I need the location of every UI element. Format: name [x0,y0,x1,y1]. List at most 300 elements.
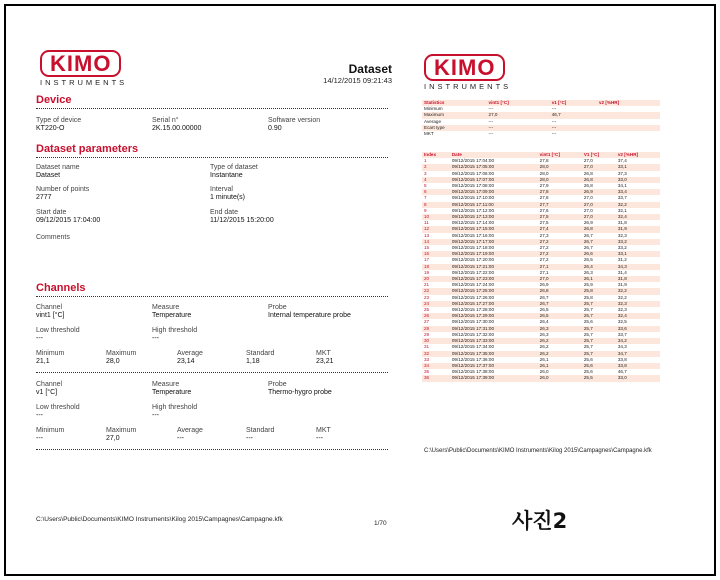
start-date-label: Start date [36,209,67,216]
meas-cell: 26,6 [582,251,616,257]
stats-cell: --- [488,131,494,137]
ch1-average-value: 23,14 [177,358,195,365]
meas-cell: 18 [422,264,450,270]
stats-cell: Maximum [422,112,487,118]
meas-cell: 31,8 [617,220,627,226]
meas-cell: 28,0 [538,177,582,183]
meas-cell: 26,8 [538,288,582,294]
meas-cell: 9 [424,207,427,213]
meas-cell: 09/12/2015 17:32:00 [451,331,494,337]
ch2-standard-value: --- [246,435,253,442]
meas-cell: 26,2 [539,344,549,350]
meas-cell: 30 [422,338,450,344]
meas-cell: 25,6 [583,356,593,362]
stats-cell: MKT [424,131,434,137]
meas-cell: 09/12/2015 17:30:00 [451,319,494,325]
ch2-high-threshold-label: High threshold [152,404,198,411]
stats-cell: Ecart type [422,125,487,131]
meas-cell: 34,7 [616,351,660,357]
ch2-average-label: Average [177,427,203,434]
meas-cell: 25,7 [583,331,593,337]
meas-cell: 33,8 [617,356,627,362]
meas-cell: 32,4 [616,214,660,220]
statistics-table [422,100,660,137]
meas-cell: 46,7 [617,369,627,375]
ch1-maximum-value: 28,0 [106,358,120,365]
meas-cell: 09/12/2015 17:21:00 [450,264,538,270]
meas-cell: 09/12/2015 17:25:00 [450,288,538,294]
meas-cell: 27,3 [539,232,549,238]
meas-cell: 36 [422,375,450,381]
divider [36,157,388,158]
meas-cell: 32 [422,351,450,357]
meas-cell: 25,5 [582,375,616,381]
meas-cell: 31,8 [616,276,660,282]
device-section-title: Device [36,94,72,106]
meas-cell: 25,7 [583,307,593,313]
meas-cell: 25,7 [582,313,616,319]
meas-cell: 3 [424,170,427,176]
meas-cell: 09/12/2015 17:36:00 [451,356,494,362]
meas-cell: 09/12/2015 17:05:00 [450,164,538,170]
meas-cell: 33,6 [616,326,660,332]
table-row [422,131,660,137]
meas-cell: 27,0 [583,195,593,201]
table-row [422,164,660,170]
meas-cell: 26,2 [538,351,582,357]
meas-cell: 26,8 [582,226,616,232]
meas-cell: 26,7 [583,245,593,251]
meas-cell: 26,9 [582,189,616,195]
photo-caption: 사진2 [512,509,568,533]
interval-label: Interval [210,186,233,193]
meas-cell: 09/12/2015 17:20:00 [451,257,494,263]
ch1-minimum-value: 21,1 [36,358,50,365]
meas-cell: 33 [424,356,430,362]
table-row [422,233,660,239]
meas-cell: 32,2 [616,288,660,294]
meas-cell: 14 [422,239,450,245]
dataset-title: Dataset [348,62,392,76]
meas-cell: 27,2 [539,257,549,263]
meas-cell: 4 [422,177,450,183]
table-row [422,357,660,363]
meas-cell: 12 [422,226,450,232]
meas-cell: 15 [424,245,430,251]
meas-cell: 26,5 [539,307,549,313]
stats-cell [597,131,660,137]
stats-header-cell: vint1 [°C] [487,100,550,106]
meas-cell: 26,4 [582,264,616,270]
ch2-low-threshold-label: Low threshold [36,404,80,411]
table-row [422,195,660,201]
ch2-probe-label: Probe [268,381,287,388]
meas-cell: 17 [424,257,430,263]
meas-cell: 26,4 [539,319,549,325]
divider [36,108,388,109]
meas-cell: 26,3 [583,269,593,275]
ch2-probe-value: Thermo-hygro probe [268,389,332,396]
meas-cell: 09/12/2015 17:14:00 [451,220,494,226]
meas-cell: 09/12/2015 17:10:00 [451,195,494,201]
type-of-device-value: KT220-O [36,125,65,132]
stats-cell: Minimum [424,106,443,112]
ch1-measure-value: Temperature [152,312,192,319]
meas-cell: 09/12/2015 17:24:00 [451,282,494,288]
end-date-value: 11/12/2015 15:20:00 [210,217,274,224]
divider [36,296,388,297]
meas-cell: 32,2 [616,202,660,208]
ch2-mkt-label: MKT [316,427,331,434]
meas-cell: 09/12/2015 17:28:00 [451,307,494,313]
number-of-points-value: 2777 [36,194,52,201]
channels-section-title: Channels [36,282,86,294]
ch1-standard-value: 1,18 [246,358,260,365]
meas-cell: 26,2 [538,338,582,344]
meas-cell: 2 [422,164,450,170]
meas-cell: 09/12/2015 17:33:00 [450,338,538,344]
ch2-measure-label: Measure [152,381,180,388]
meas-cell: 33,8 [616,363,660,369]
meas-cell: 31,9 [617,282,627,288]
meas-cell: 32,3 [617,232,627,238]
meas-cell: 26,9 [539,282,549,288]
meas-cell: 21 [424,282,430,288]
meas-cell: 09/12/2015 17:37:00 [450,363,538,369]
meas-cell: 09/12/2015 17:16:00 [451,232,494,238]
dataset-date: 14/12/2015 09:21:43 [323,76,392,85]
meas-cell: 26,3 [539,331,549,337]
meas-cell: 25,7 [582,351,616,357]
meas-cell: 26 [422,313,450,319]
ch1-standard-label: Standard [246,350,275,357]
ch1-channel-value: vint1 [°C] [36,312,65,319]
meas-cell: 26,8 [582,177,616,183]
end-date-label: End date [210,209,239,216]
meas-cell: 26,5 [538,313,582,319]
meas-cell: 31,2 [617,257,627,263]
meas-cell: 27,2 [538,239,582,245]
meas-cell: 28,0 [538,164,582,170]
meas-cell: 26,9 [583,220,593,226]
meas-header-cell: Index [422,152,450,158]
ch1-probe-value: Internal temperature probe [268,312,351,319]
meas-cell: 27,2 [538,251,582,257]
meas-cell: 09/12/2015 17:23:00 [450,276,538,282]
stats-cell: --- [488,118,494,124]
ch2-mkt-value: --- [316,435,323,442]
ch2-measure-value: Temperature [152,389,192,396]
software-version-label: Software version [268,117,321,124]
table-row [422,288,660,294]
meas-cell: 25,7 [583,344,593,350]
meas-cell: 34,1 [617,183,627,189]
meas-cell: 25,7 [582,326,616,332]
meas-cell: 09/12/2015 17:08:00 [451,183,494,189]
meas-cell: 27,0 [582,202,616,208]
meas-cell: 09/12/2015 17:29:00 [450,313,538,319]
meas-cell: 25,7 [582,301,616,307]
type-of-dataset-value: Instantane [210,172,243,179]
ch2-maximum-label: Maximum [106,427,137,434]
dataset-parameters-section-title: Dataset parameters [36,143,139,155]
report-page-2 [420,50,710,470]
meas-cell: 09/12/2015 17:13:00 [450,214,538,220]
meas-cell: 09/12/2015 17:12:00 [451,207,494,213]
meas-cell: 16 [422,251,450,257]
meas-cell: 26,3 [538,326,582,332]
meas-cell: 34,2 [616,338,660,344]
meas-cell: 27,6 [539,207,549,213]
meas-cell: 09/12/2015 17:26:00 [451,294,494,300]
meas-cell: 27,2 [539,245,549,251]
meas-cell: 09/12/2015 17:06:00 [451,170,494,176]
meas-cell: 32,1 [617,207,627,213]
meas-cell: 27,5 [539,220,549,226]
ch1-low-threshold-value: --- [36,335,43,342]
stats-cell: 46,7 [550,112,597,118]
meas-cell: 27,0 [583,158,593,164]
meas-header-cell: v2 [%HR] [616,152,660,158]
meas-cell: 33,1 [616,164,660,170]
stats-cell: --- [551,131,557,137]
meas-cell: 27,0 [538,276,582,282]
meas-cell: 31 [424,344,430,350]
meas-cell: 25,9 [583,282,593,288]
stats-cell: --- [488,106,494,112]
meas-cell: 5 [424,183,427,189]
meas-cell: 26,8 [583,170,593,176]
meas-cell: 25,6 [582,363,616,369]
meas-cell: 09/12/2015 17:35:00 [450,351,538,357]
ch2-maximum-value: 27,0 [106,435,120,442]
table-row [422,344,660,350]
meas-cell: 26,1 [539,356,549,362]
table-row [422,326,660,332]
serial-label: Serial n° [152,117,179,124]
table-row [422,226,660,232]
kimo-logo: KIMO INSTRUMENTS [40,51,128,87]
stats-cell: 27,0 [487,112,550,118]
stats-cell: --- [551,118,557,124]
ch1-average-label: Average [177,350,203,357]
divider [36,372,388,373]
ch2-channel-value: v1 [°C] [36,389,58,396]
meas-cell: 09/12/2015 17:04:00 [451,158,494,164]
meas-cell: 32,5 [617,319,627,325]
meas-cell: 26,7 [583,232,593,238]
table-row [422,202,660,208]
meas-header-cell: V1 [°C] [582,152,616,158]
ch2-standard-label: Standard [246,427,275,434]
meas-cell: 33,2 [616,239,660,245]
meas-cell: 33,1 [616,251,660,257]
meas-cell: 26,1 [538,363,582,369]
meas-cell: 11 [424,220,429,226]
ch1-maximum-label: Maximum [106,350,137,357]
meas-cell: 09/12/2015 17:27:00 [450,301,538,307]
meas-cell: 7 [424,195,427,201]
table-row [422,375,660,381]
meas-cell: 27,0 [583,207,593,213]
meas-cell: 20 [422,276,450,282]
meas-cell: 37,4 [617,158,627,164]
meas-cell: 27,8 [539,158,549,164]
ch2-average-value: --- [177,435,184,442]
dataset-name-value: Dataset [36,172,61,179]
ch2-channel-label: Channel [36,381,63,388]
meas-cell: 26,0 [539,369,549,375]
meas-cell: 34,3 [617,344,627,350]
ch2-minimum-value: --- [36,435,43,442]
meas-cell: 09/12/2015 17:19:00 [450,251,538,257]
ch1-low-threshold-label: Low threshold [36,327,80,334]
meas-cell: 09/12/2015 17:15:00 [450,226,538,232]
table-row [422,171,660,177]
table-row [422,319,660,325]
meas-cell: 28 [422,326,450,332]
meas-cell: 26,0 [538,375,582,381]
ch1-mkt-value: 23,21 [316,358,334,365]
meas-cell: 33,2 [617,245,627,251]
meas-cell: 29 [424,331,430,337]
meas-cell: 26,1 [582,276,616,282]
meas-cell: 09/12/2015 17:18:00 [451,245,494,251]
stats-cell: Average [424,118,442,124]
meas-cell: 32,4 [616,313,660,319]
stats-header-cell: v2 [%HR] [597,100,660,106]
file-path-footer: C:\Users\Public\Documents\KIMO Instruments\Kilog 2015\Campagnes\Campagne.kfk [424,448,652,454]
meas-cell: 25 [424,307,430,313]
meas-cell: 35 [424,369,430,375]
meas-cell: 13 [424,232,430,238]
ch1-mkt-label: MKT [316,350,331,357]
meas-cell: 09/12/2015 17:17:00 [450,239,538,245]
ch2-minimum-label: Minimum [36,427,65,434]
meas-cell: 33,7 [617,195,627,201]
meas-cell: 09/12/2015 17:22:00 [451,269,494,275]
ch1-high-threshold-label: High threshold [152,327,198,334]
meas-cell: 33,0 [616,177,660,183]
meas-cell: 24 [422,301,450,307]
meas-cell: 25,6 [583,369,593,375]
meas-cell: 26,5 [583,257,593,263]
meas-cell: 33,0 [616,375,660,381]
stats-cell: --- [550,125,597,131]
meas-cell: 27,5 [538,214,582,220]
meas-cell: 33,7 [617,331,627,337]
ch1-minimum-label: Minimum [36,350,65,357]
meas-cell: 27,7 [538,202,582,208]
meas-cell: 27 [424,319,430,325]
type-of-device-label: Type of device [36,117,82,124]
meas-cell: 6 [422,189,450,195]
meas-header-cell: Date [450,152,538,158]
meas-cell: 09/12/2015 17:09:00 [450,189,538,195]
meas-cell: 27,4 [538,226,582,232]
meas-cell: 22 [422,288,450,294]
table-row [422,295,660,301]
meas-cell: 26,7 [582,239,616,245]
meas-cell: 09/12/2015 17:31:00 [450,326,538,332]
table-row [422,351,660,357]
meas-cell: 27,0 [582,164,616,170]
dataset-name-label: Dataset name [36,164,80,171]
meas-cell: 09/12/2015 17:07:00 [450,177,538,183]
ch1-measure-label: Measure [152,304,180,311]
file-path-footer: C:\Users\Public\Documents\KIMO Instruments\Kilog 2015\Campagnes\Campagne.kfk [36,516,283,523]
meas-cell: 28,0 [539,170,549,176]
meas-header-cell: vint1 [°C] [538,152,582,158]
meas-cell: 25,6 [583,319,593,325]
stats-cell: --- [487,125,550,131]
meas-cell: 34 [422,363,450,369]
stats-header-cell: Statistics [422,100,487,106]
interval-value: 1 minute(s) [210,194,246,201]
software-version-value: 0.90 [268,125,282,132]
meas-cell: 1 [424,158,427,164]
number-of-points-label: Number of points [36,186,90,193]
meas-cell: 32,2 [617,294,627,300]
meas-cell: 31,4 [617,269,627,275]
meas-cell: 37,3 [617,170,627,176]
meas-cell: 09/12/2015 17:34:00 [451,344,494,350]
meas-cell: 26,7 [538,301,582,307]
table-row [422,257,660,263]
divider [36,449,388,450]
meas-cell: 27,1 [538,264,582,270]
meas-cell: 8 [422,202,450,208]
stats-cell: --- [551,106,557,112]
ch2-high-threshold-value: --- [152,412,159,419]
ch1-high-threshold-value: --- [152,335,159,342]
meas-cell: 19 [424,269,430,275]
meas-cell: 27,0 [582,214,616,220]
meas-cell: 09/12/2015 17:38:00 [451,369,494,375]
page-number: 1/70 [374,520,387,527]
serial-value: 2K.15.00.00000 [152,125,202,132]
measurements-table [422,152,660,382]
meas-cell: 27,8 [539,195,549,201]
meas-cell: 27,9 [539,183,549,189]
meas-cell: 25,8 [582,288,616,294]
meas-cell: 33,4 [616,189,660,195]
kimo-logo: KIMO INSTRUMENTS [424,55,512,91]
table-row [422,264,660,270]
meas-cell: 31,9 [616,226,660,232]
ch1-channel-label: Channel [36,304,63,311]
meas-cell: 25,7 [582,338,616,344]
meas-cell: 27,8 [538,189,582,195]
stats-header-cell: v1 [°C] [550,100,597,106]
comments-label: Comments [36,234,70,241]
meas-cell: 27,1 [539,269,549,275]
meas-cell: 09/12/2015 17:39:00 [450,375,538,381]
ch1-probe-label: Probe [268,304,287,311]
meas-cell: 32,3 [616,301,660,307]
meas-cell: 34,3 [616,264,660,270]
meas-cell: 23 [424,294,430,300]
image-frame [4,4,716,576]
meas-cell: 26,8 [583,183,593,189]
report-page-1 [32,40,392,540]
meas-cell: 09/12/2015 17:11:00 [450,202,538,208]
meas-cell: 25,8 [583,294,593,300]
meas-cell: 32,3 [617,307,627,313]
ch2-low-threshold-value: --- [36,412,43,419]
type-of-dataset-label: Type of dataset [210,164,258,171]
meas-cell: 10 [422,214,450,220]
